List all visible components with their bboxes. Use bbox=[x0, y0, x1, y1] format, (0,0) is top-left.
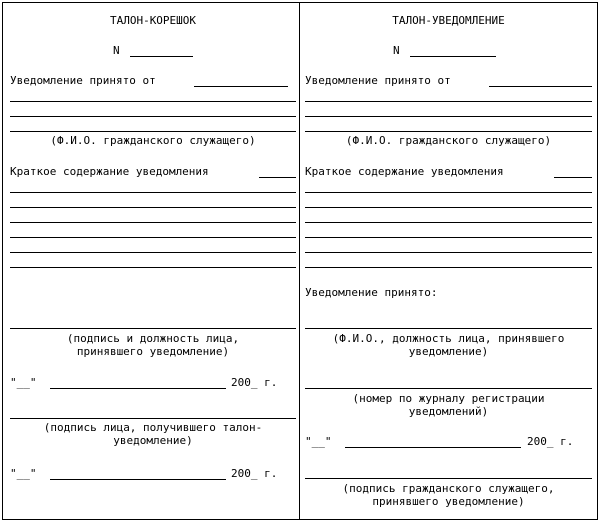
right-summary-line-1 bbox=[305, 192, 592, 193]
right-journal-caption-2: уведомлений) bbox=[408, 405, 489, 418]
right-signature-caption-1: (подпись гражданского служащего, bbox=[342, 482, 555, 495]
right-summary-line-6 bbox=[305, 267, 592, 268]
left-received-from-line bbox=[194, 86, 288, 87]
left-signature-caption-1: (подпись и должность лица, bbox=[66, 332, 240, 345]
right-received-from: Уведомление принято от bbox=[305, 74, 451, 87]
left-date-line bbox=[50, 388, 226, 389]
left-fio-line-2 bbox=[10, 116, 296, 117]
left-date2-year: 200_ г. bbox=[231, 467, 278, 480]
right-signature-caption-2: принявшего уведомление) bbox=[372, 495, 525, 508]
left-date2-quote: "__" bbox=[10, 467, 37, 480]
right-accepted-label: Уведомление принято: bbox=[305, 286, 438, 299]
left-signature-line bbox=[10, 328, 296, 329]
right-summary-line-5 bbox=[305, 252, 592, 253]
left-summary-line-6 bbox=[10, 267, 296, 268]
left-summary-line-4 bbox=[10, 237, 296, 238]
right-fio-line-1 bbox=[305, 101, 592, 102]
right-signature-line bbox=[305, 478, 592, 479]
right-received-from-line bbox=[489, 86, 592, 87]
right-summary-line-0 bbox=[554, 177, 592, 178]
left-number-label: N bbox=[113, 44, 120, 57]
left-received-from: Уведомление принято от bbox=[10, 74, 156, 87]
right-accepted-caption-1: (Ф.И.О., должность лица, принявшего bbox=[332, 332, 565, 345]
column-divider bbox=[299, 2, 300, 520]
left-summary-line-3 bbox=[10, 222, 296, 223]
left-fio-line-3 bbox=[10, 131, 296, 132]
left-receiver-caption-2: уведомление) bbox=[113, 434, 193, 447]
left-summary-line-2 bbox=[10, 207, 296, 208]
right-summary-line-4 bbox=[305, 237, 592, 238]
right-summary-line-2 bbox=[305, 207, 592, 208]
right-summary-label: Краткое содержание уведомления bbox=[305, 165, 504, 178]
right-accepted-line bbox=[305, 328, 592, 329]
left-summary-label: Краткое содержание уведомления bbox=[10, 165, 209, 178]
right-date-quote: "__" bbox=[305, 435, 332, 448]
left-signature-caption-2: принявшего уведомление) bbox=[76, 345, 230, 358]
left-number-line bbox=[130, 56, 193, 57]
left-receiver-line bbox=[10, 418, 296, 419]
left-date2-line bbox=[50, 479, 226, 480]
right-fio-caption: (Ф.И.О. гражданского служащего) bbox=[345, 134, 552, 147]
right-accepted-caption-2: уведомление) bbox=[408, 345, 489, 358]
right-title: ТАЛОН-УВЕДОМЛЕНИЕ bbox=[392, 14, 505, 27]
right-date-line bbox=[345, 447, 521, 448]
right-number-line bbox=[410, 56, 496, 57]
left-date-year: 200_ г. bbox=[231, 376, 278, 389]
left-date-quote: "__" bbox=[10, 376, 37, 389]
right-fio-line-2 bbox=[305, 116, 592, 117]
right-number-label: N bbox=[393, 44, 400, 57]
right-fio-line-3 bbox=[305, 131, 592, 132]
right-journal-line bbox=[305, 388, 592, 389]
left-summary-line-0 bbox=[259, 177, 296, 178]
left-summary-line-5 bbox=[10, 252, 296, 253]
right-summary-line-3 bbox=[305, 222, 592, 223]
right-date-year: 200_ г. bbox=[527, 435, 574, 448]
left-receiver-caption-1: (подпись лица, получившего талон- bbox=[43, 421, 263, 434]
left-fio-line-1 bbox=[10, 101, 296, 102]
left-summary-line-1 bbox=[10, 192, 296, 193]
left-fio-caption: (Ф.И.О. гражданского служащего) bbox=[50, 134, 256, 147]
left-title: ТАЛОН-КОРЕШОК bbox=[109, 14, 197, 27]
right-journal-caption-1: (номер по журналу регистрации bbox=[352, 392, 545, 405]
